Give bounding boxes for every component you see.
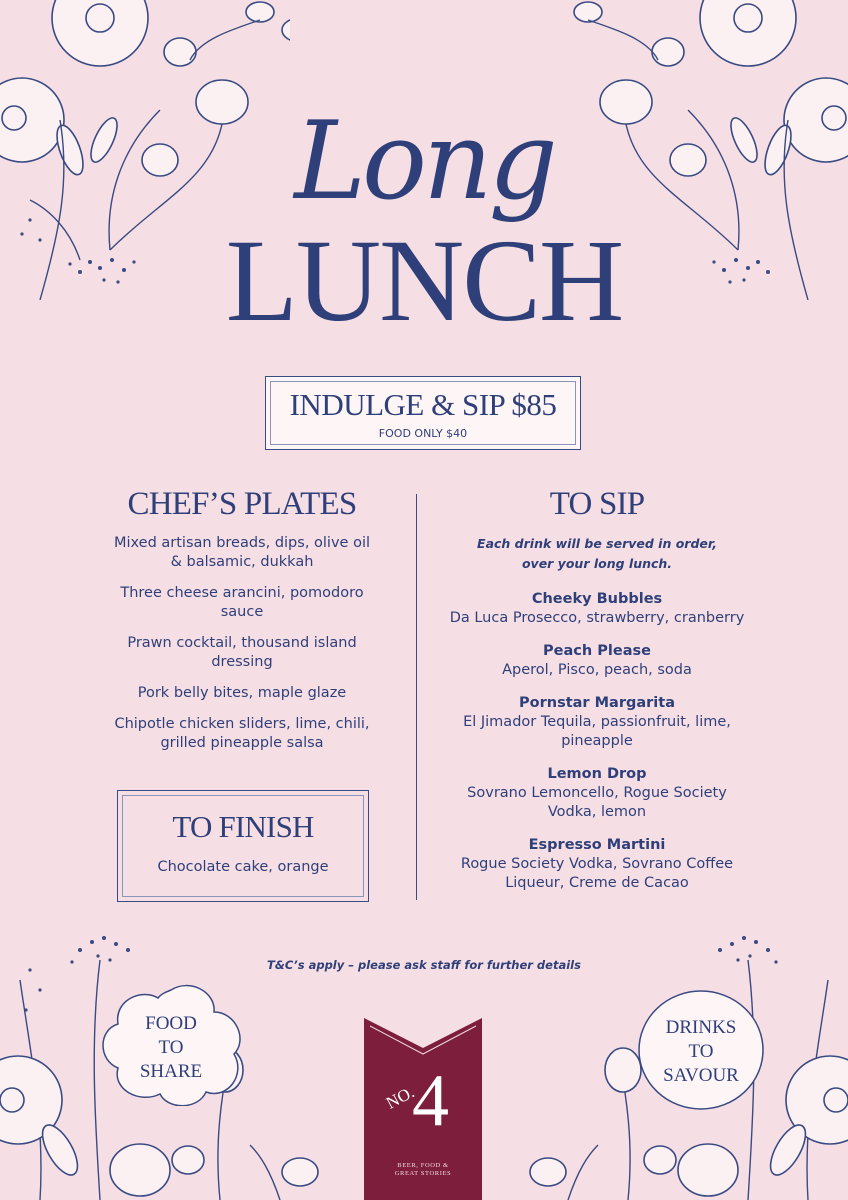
price-banner-subtitle: FOOD ONLY $40 (378, 427, 468, 440)
to-finish-item: Chocolate cake, orange (157, 859, 329, 875)
drink-description: Vodka, lemon (547, 803, 647, 820)
drink-item (438, 642, 756, 680)
drink-description: Rogue Society Vodka, Sovrano Coffee (460, 855, 734, 872)
menu-item-line: & balsamic, dukkah (170, 553, 314, 570)
badge-line: DRINKS (665, 1017, 737, 1038)
menu-item-line: Chipotle chicken sliders, lime, chili, (114, 715, 370, 732)
logo-tagline-line: BEER, FOOD & (397, 1162, 449, 1169)
logo-tagline (364, 1162, 482, 1178)
badge-line: FOOD (145, 1013, 197, 1034)
drink-description: El Jimador Tequila, passionfruit, lime, (463, 713, 731, 730)
to-finish-title: TO FINISH (172, 809, 314, 844)
drink-description: Aperol, Pisco, peach, soda (502, 661, 692, 678)
drink-description: Sovrano Lemoncello, Rogue Society (467, 784, 727, 801)
price-banner-title: INDULGE & SIP $85 (289, 387, 557, 422)
drink-item (438, 590, 756, 628)
menu-item-line: Mixed artisan breads, dips, olive oil (113, 534, 370, 551)
price-banner (265, 376, 581, 450)
menu-item (100, 584, 384, 622)
menu-item-line: Prawn cocktail, thousand island (127, 634, 357, 651)
to-sip-title: TO SIP (549, 486, 645, 522)
drink-name: Espresso Martini (528, 836, 666, 853)
column-divider (416, 494, 417, 900)
badge-line: TO (688, 1041, 714, 1062)
drink-item (438, 765, 756, 822)
drink-name: Peach Please (543, 642, 651, 659)
badge-line: SHARE (139, 1061, 203, 1082)
menu-item-line: Pork belly bites, maple glaze (137, 684, 347, 701)
logo-prefix: NO. (382, 1082, 418, 1113)
title-script-long: Long (294, 99, 554, 224)
drink-name: Cheeky Bubbles (531, 590, 663, 607)
logo-number: 4 (412, 1060, 449, 1142)
drink-item (438, 836, 756, 893)
menu-item (100, 634, 384, 672)
drink-name: Pornstar Margarita (519, 694, 675, 711)
badge-line: TO (158, 1037, 184, 1058)
badge-line: SAVOUR (663, 1065, 739, 1086)
to-sip-section (438, 486, 756, 907)
to-sip-intro-line: Each drink will be served in order, (477, 535, 717, 551)
terms-note: T&C’s apply – please ask staff for further details (267, 958, 581, 972)
chefs-plates-section (100, 486, 384, 765)
drink-item (438, 694, 756, 751)
drink-description: Liqueur, Creme de Cacao (505, 874, 689, 891)
menu-item-line: grilled pineapple salsa (160, 734, 324, 751)
menu-item (100, 534, 384, 572)
menu-item (100, 684, 384, 703)
drink-name: Lemon Drop (547, 765, 647, 782)
chefs-plates-title: CHEF’S PLATES (127, 486, 357, 522)
drinks-to-savour-badge (636, 1016, 766, 1088)
menu-item-line: Three cheese arancini, pomodoro (120, 584, 364, 601)
logo-tagline-line: GREAT STORIES (394, 1170, 452, 1177)
to-sip-intro-line: over your long lunch. (521, 555, 673, 571)
menu-item-line: dressing (211, 653, 273, 670)
drink-description: Da Luca Prosecco, strawberry, cranberry (449, 609, 745, 626)
no4-logo (364, 1018, 482, 1200)
drink-description: pineapple (561, 732, 633, 749)
menu-item (100, 715, 384, 753)
title-lunch: LUNCH (225, 215, 623, 346)
food-to-share-badge (98, 1012, 244, 1084)
menu-item-line: sauce (220, 603, 264, 620)
to-sip-intro (438, 534, 756, 574)
to-finish-box (117, 790, 369, 902)
